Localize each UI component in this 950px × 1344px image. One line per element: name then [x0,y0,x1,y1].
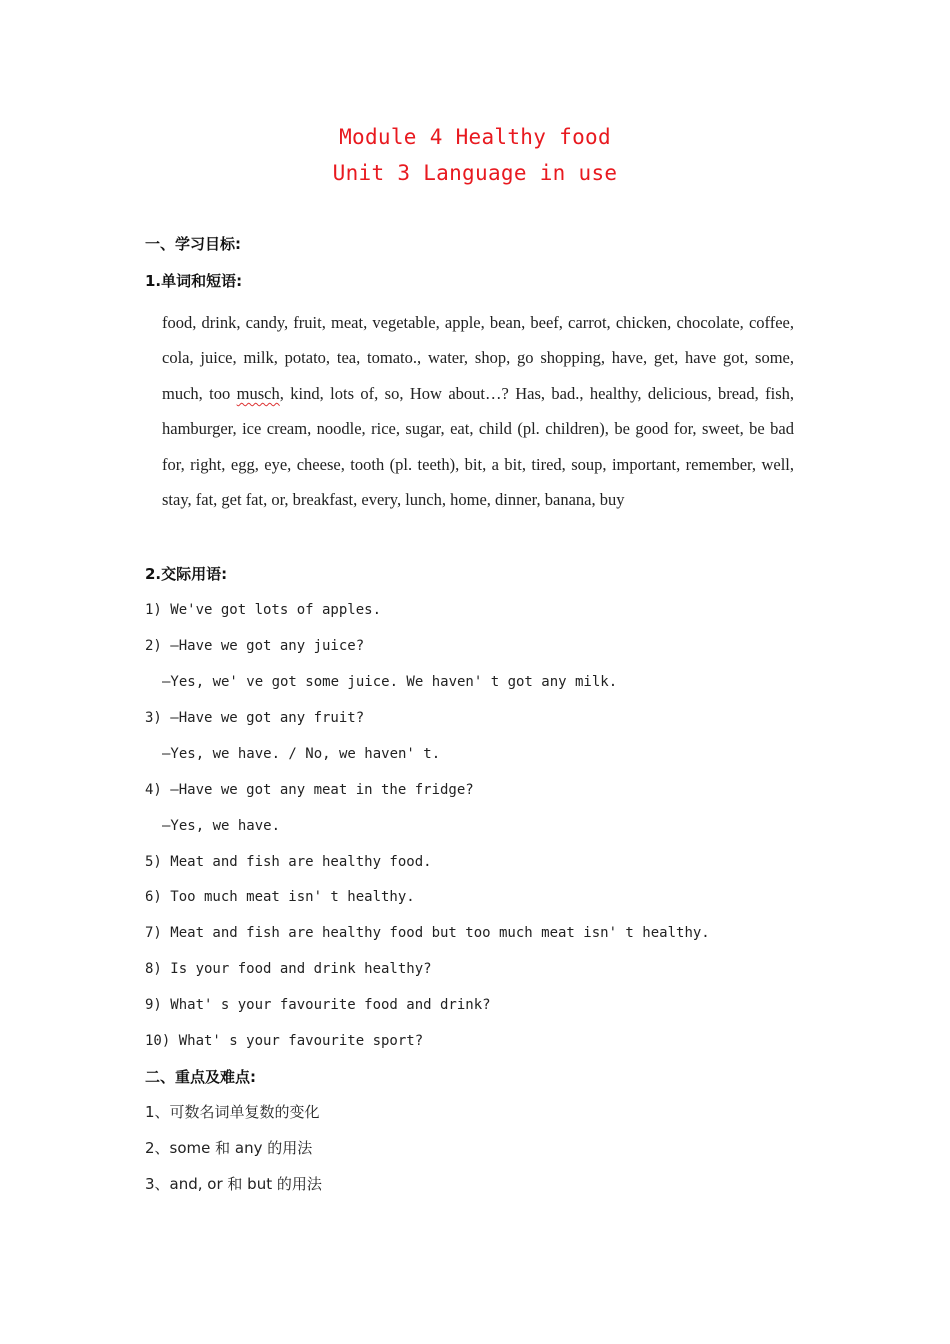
module-title: Module 4 Healthy food [339,125,611,149]
vocab-typo-word: musch [236,383,280,403]
vocab-paragraph [162,305,794,517]
keypoint-item: 2、some 和 any 的用法 [145,1139,313,1157]
phrase-line: 8) Is your food and drink healthy? [145,961,432,977]
phrase-line: 1) We've got lots of apples. [145,602,382,618]
keypoint-item: 1、可数名词单复数的变化 [145,1103,320,1121]
phrase-line: 3) —Have we got any fruit? [145,710,365,726]
phrase-line: —Yes, we have. [162,818,281,834]
vocab-text-part1: food, drink, candy, fruit, meat, vegetable, apple, bean, beef, carrot, chicken, chocolate, coffee, cola, juice, milk, potato, tea, tomato., water, shop, go shopping, have, get, have got, some, much, too [162,313,794,403]
vocab-text-part2: , kind, lots of, so, How about…? Has, bad., healthy, delicious, bread, fish, hamburger, ice cream, noodle, rice, sugar, eat, child (pl. children), be good for, sweet, be bad for, right, egg, eye, cheese, tooth (pl. teeth), bit, a bit, tired, soup, important, remember, well, stay, fat, get fat, or, breakfast, every, lunch, home, dinner, banana, buy [162,383,795,510]
keypoint-item: 3、and, or 和 but 的用法 [145,1175,322,1193]
phrase-line: 4) —Have we got any meat in the fridge? [145,782,474,798]
phrase-line: 2) —Have we got any juice? [145,638,365,654]
unit-title: Unit 3 Language in use [332,161,618,185]
phrase-line: —Yes, we' ve got some juice. We haven' t got any milk. [162,674,618,690]
phrase-line: 6) Too much meat isn' t healthy. [145,889,415,905]
phrase-line: 10) What' s your favourite sport? [145,1033,424,1049]
vocab-heading: 1.单词和短语: [145,272,243,290]
phrase-line: —Yes, we have. / No, we haven' t. [162,746,441,762]
phrase-line: 5) Meat and fish are healthy food. [145,854,432,870]
section1-heading: 一、学习目标: [145,235,241,253]
phrases-heading: 2.交际用语: [145,565,228,583]
section2-heading: 二、重点及难点: [145,1068,256,1086]
phrase-line: 9) What' s your favourite food and drink? [145,997,491,1013]
phrase-line: 7) Meat and fish are healthy food but too much meat isn' t healthy. [145,925,710,941]
